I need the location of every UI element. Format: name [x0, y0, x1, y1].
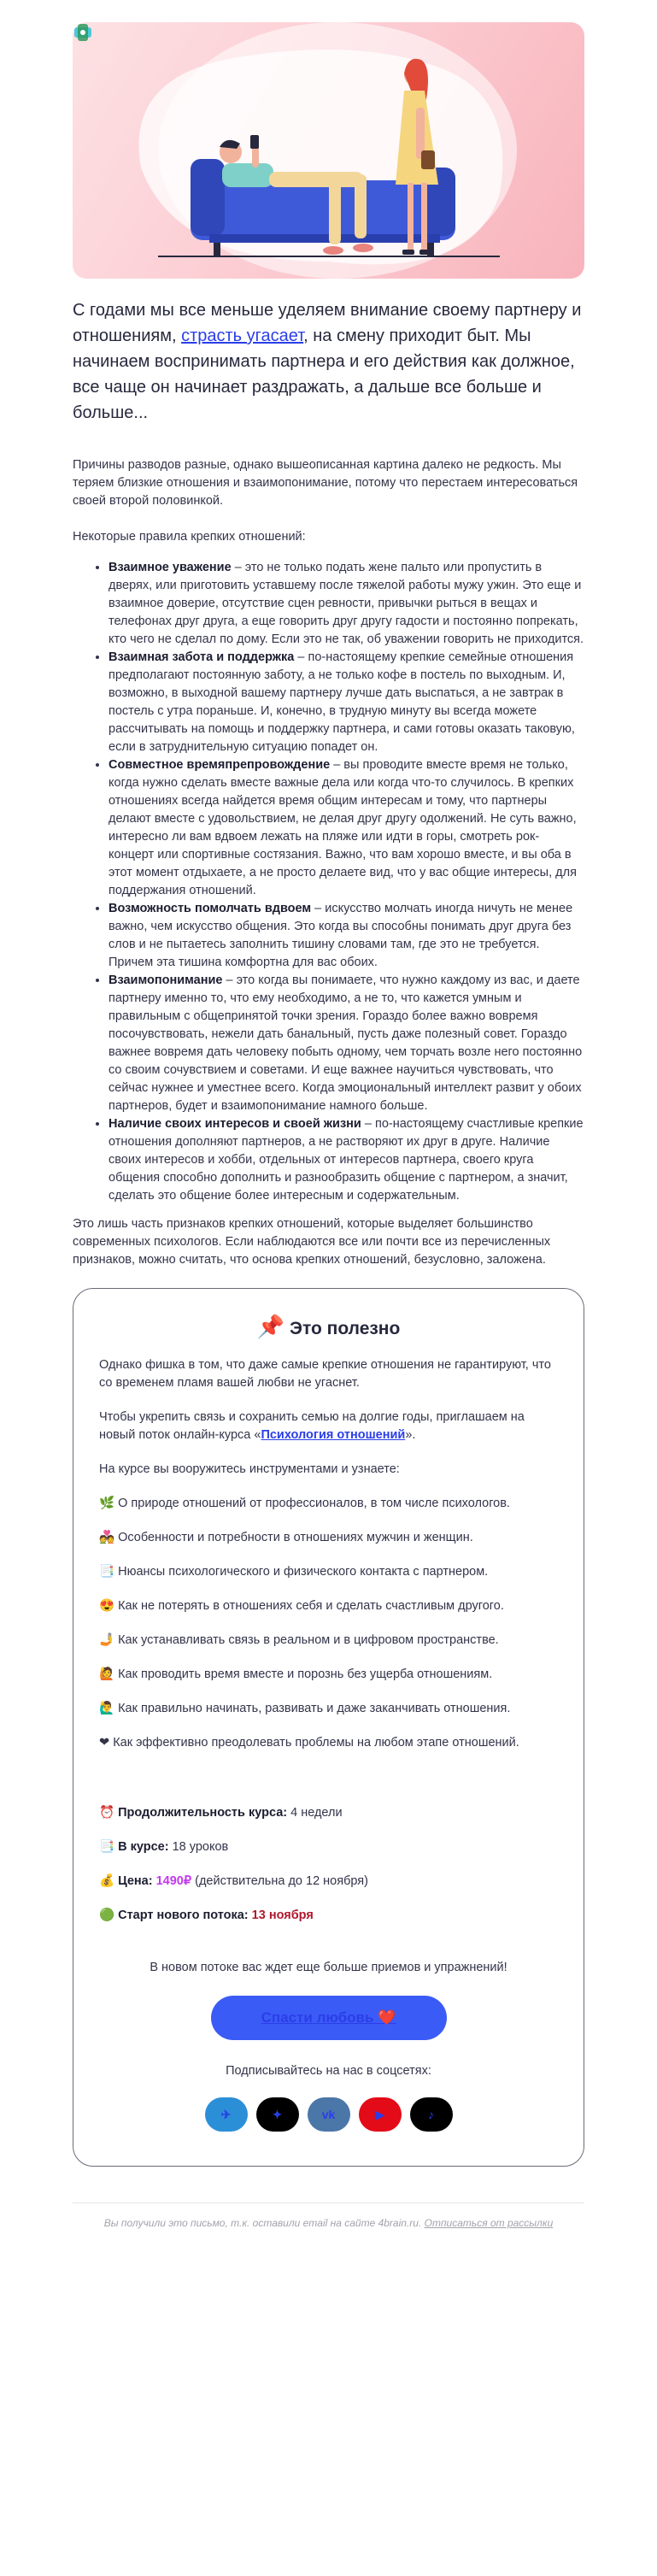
rule-title: Совместное времяпрепровождение	[109, 758, 331, 772]
feature-text: О природе отношений от профессионалов, в том числе психологов.	[118, 1497, 510, 1510]
lessons-label: В курсе:	[118, 1840, 169, 1854]
price-label: Цена:	[118, 1874, 153, 1888]
feature-item	[99, 1597, 558, 1615]
course-price	[99, 1873, 558, 1891]
rule-text: – по-настоящему крепкие семейные отношения предполагают постоянную заботу, а не только кофе в постель по выходным. И, возможно, в выходной вашему партнеру лучше дать выспаться, а не завтрак в постель с утра пораньше. И, конечно, в трудную минуту вы всегда можете рассчитывать на помощь и поддержку партнера, и сами готовы оказать таковую, если в затруднительную ситуацию попадет он.	[109, 650, 575, 754]
rules-heading: Некоторые правила крепких отношений:	[73, 530, 306, 544]
feature-text: Как не потерять в отношениях себя и сделать счастливым другого.	[118, 1599, 504, 1613]
pushpin-icon: 📌	[256, 1314, 285, 1339]
feature-item	[99, 1529, 558, 1547]
passion-link[interactable]: страсть угасает	[181, 326, 304, 345]
feature-item	[99, 1632, 558, 1650]
rule-item	[109, 972, 584, 1115]
vk-icon[interactable]: vk	[308, 2097, 350, 2132]
course-promo-card	[73, 1288, 584, 2167]
green-circle-icon: 🟢	[99, 1908, 115, 1922]
rule-item	[109, 649, 584, 756]
feature-text: Как проводить время вместе и порознь без ущерба отношениям.	[118, 1667, 493, 1681]
invite-text-end: ».	[405, 1428, 416, 1442]
rule-item	[109, 559, 584, 649]
alarm-clock-icon: ⏰	[99, 1806, 115, 1820]
subscribe-text: Подписывайтесь на нас в соцсетях:	[226, 2064, 431, 2078]
feature-item	[99, 1495, 558, 1513]
rule-title: Возможность помолчать вдвоем	[109, 902, 312, 915]
course-link[interactable]: Психология отношений	[261, 1428, 406, 1442]
feature-text: Нюансы психологического и физического контакта с партнером.	[118, 1565, 489, 1579]
card-paragraph	[99, 1409, 558, 1444]
article-body	[73, 456, 584, 546]
card-title-text: Это полезно	[290, 1319, 401, 1338]
card-paragraph: Однако фишка в том, что даже самые крепкие отношения не гарантируют, что со временем пламя вашей любви не угаснет.	[99, 1358, 551, 1390]
feature-item	[99, 1734, 558, 1752]
card-title	[99, 1314, 558, 1339]
price-note: (действительна до 12 ноября)	[195, 1874, 368, 1888]
rule-text: – это не только подать жене пальто или пропустить в дверях, или приготовить уставшему после тяжелой работы мужу ужин. Это еще и взаимное доверие, отсутствие сцен ревности, привычки рыться в вещах и телефонах друг друга, а еще говорить друг другу гадости и постоянно попрекать, кто чего не сделал по дому. Если это не так, об уважении говорить не приходится.	[109, 561, 584, 646]
feature-item	[99, 1666, 558, 1684]
rule-item	[109, 1115, 584, 1205]
rule-text: – это когда вы понимаете, что нужно каждому из вас, и даете партнеру именно то, что ему необходимо, а не то, что кажется умным и правильным с общепринятой точки зрения. Гораздо более важно вовремя посочувствовать, нежели дать банальный, пусть даже полезный совет. Гораздо важнее вовремя дать человеку побыть одному, чем торчать возле него постоянно со своим сочувствием и советами. И еще важнее научиться чувствовать, что сейчас нужнее и уместнее всего. Когда эмоциональный интеллект развит у обоих партнеров, будет и взаимопонимание намного больше.	[109, 973, 583, 1113]
feature-text: Особенности и потребности в отношениях мужчин и женщин.	[118, 1531, 473, 1544]
feature-text: Как устанавливать связь в реальном и в цифровом пространстве.	[118, 1633, 499, 1647]
intro-text-end: , на смену приходит быт. Мы начинаем воспринимать партнера и его действия как должное, все чаще он начинает раздражать, а дальше все больше и больше...	[73, 326, 575, 422]
intro-text-start: С годами мы все меньше уделяем внимание своему партнеру и отношениям,	[73, 301, 582, 345]
rule-title: Взаимное уважение	[109, 561, 232, 574]
brand-logo-icon	[73, 22, 93, 43]
heart-icon: ❤	[99, 1736, 110, 1750]
start-label: Старт нового потока:	[118, 1908, 249, 1922]
man-raising-hand-icon: 🙋‍♂️	[99, 1702, 115, 1715]
card-paragraph: На курсе вы вооружитесь инструментами и узнаете:	[99, 1462, 400, 1476]
rule-title: Взаимная забота и поддержка	[109, 650, 295, 664]
course-lessons	[99, 1838, 558, 1856]
herb-icon: 🌿	[99, 1497, 115, 1510]
social-links	[99, 2097, 558, 2132]
rules-list	[109, 559, 584, 1205]
rule-text: – вы проводите вместе время не только, когда нужно сделать вместе важные дела или когда что-то случилось. В крепких отношениях всегда найдется время общим интересам и тому, что партнеры делают вместе с удовольствием, не делая друг другу одолжений. Не суть важно, интересно ли вам вдвоем лежать на пляже или идти в горы, смотреть рок-концерт или спортивные состязания. Важно, что вам хорошо вместе, и вы оба в этот момент отдыхаете, а не просто делаете вид, что у вас общие интересы, для поддержания отношений.	[109, 758, 577, 897]
unsubscribe-link[interactable]: Отписаться от рассылки	[424, 2217, 554, 2229]
duration-value: 4 недели	[290, 1806, 343, 1820]
save-love-button[interactable]: Спасти любовь ❤️	[211, 1996, 447, 2040]
couple-icon: 💑	[99, 1531, 115, 1544]
rule-title: Наличие своих интересов и своей жизни	[109, 1117, 361, 1131]
footer-text: Вы получили это письмо, т.к. оставили email на сайте 4brain.ru.	[103, 2217, 422, 2229]
feature-item	[99, 1563, 558, 1581]
raising-hand-icon: 🙋	[99, 1667, 115, 1681]
rule-item	[109, 756, 584, 900]
rule-text: – искусство молчать иногда ничуть не менее важно, чем искусство общения. Это когда вы способны понимать друг друга без слов и не пытаетесь заполнить тишину словами там, где это не требуется. Причем эта тишина комфортна для вас обоих.	[109, 902, 573, 969]
bookmark-tabs-icon: 📑	[99, 1840, 115, 1854]
intro-paragraph	[73, 297, 584, 426]
couple-illustration	[73, 22, 584, 279]
tiktok-icon[interactable]: ♪	[410, 2097, 453, 2132]
article-paragraph: Это лишь часть признаков крепких отношений, которые выделяет большинство современных психологов. Если наблюдаются все или почти все из перечисленных признаков, можно считать, что основа крепких отношений, безусловно, заложена.	[73, 1217, 551, 1267]
email-page	[0, 22, 657, 2272]
article-paragraph: Причины разводов разные, однако вышеописанная картина далеко не редкость. Мы теряем близкие отношения и взаимопонимание, потому что перестаем интересоваться своей второй половинкой.	[73, 458, 578, 508]
article-conclusion	[73, 1215, 584, 1269]
heart-eyes-icon: 😍	[99, 1599, 115, 1613]
price-value: 1490₽	[155, 1874, 192, 1888]
rule-item	[109, 900, 584, 972]
course-start	[99, 1907, 558, 1925]
youtube-icon[interactable]: ▶	[359, 2097, 402, 2132]
money-bag-icon: 💰	[99, 1874, 115, 1888]
course-duration	[99, 1804, 558, 1822]
feature-text: Как эффективно преодолевать проблемы на любом этапе отношений.	[113, 1736, 519, 1750]
invite-text: Чтобы укрепить связь и сохранить семью на долгие годы, приглашаем на новый поток онлайн-курса «	[99, 1410, 525, 1442]
feature-text: Как правильно начинать, развивать и даже заканчивать отношения.	[118, 1702, 511, 1715]
telegram-icon[interactable]: ✈	[205, 2097, 248, 2132]
dzen-icon[interactable]: ✦	[256, 2097, 299, 2132]
selfie-icon: 🤳	[99, 1633, 115, 1647]
lessons-value: 18 уроков	[172, 1840, 229, 1854]
start-date: 13 ноября	[251, 1908, 314, 1922]
footer-note	[73, 2217, 584, 2272]
duration-label: Продолжительность курса:	[118, 1806, 288, 1820]
more-practice-text: В новом потоке вас ждет еще больше приемов и упражнений!	[150, 1961, 507, 1974]
hero-illustration	[73, 22, 584, 279]
rule-text: – по-настоящему счастливые крепкие отношения дополняют партнеров, а не растворяют их друг в друге. Наличие своих интересов и хобби, отдельных от интересов партнера, своего круга общения способно дополнить и разнообразить общение с партнером, а значит, сделать это общение более интересным и содержательным.	[109, 1117, 584, 1203]
bookmark-tabs-icon: 📑	[99, 1565, 115, 1579]
feature-item	[99, 1700, 558, 1718]
rule-title: Взаимопонимание	[109, 973, 223, 987]
